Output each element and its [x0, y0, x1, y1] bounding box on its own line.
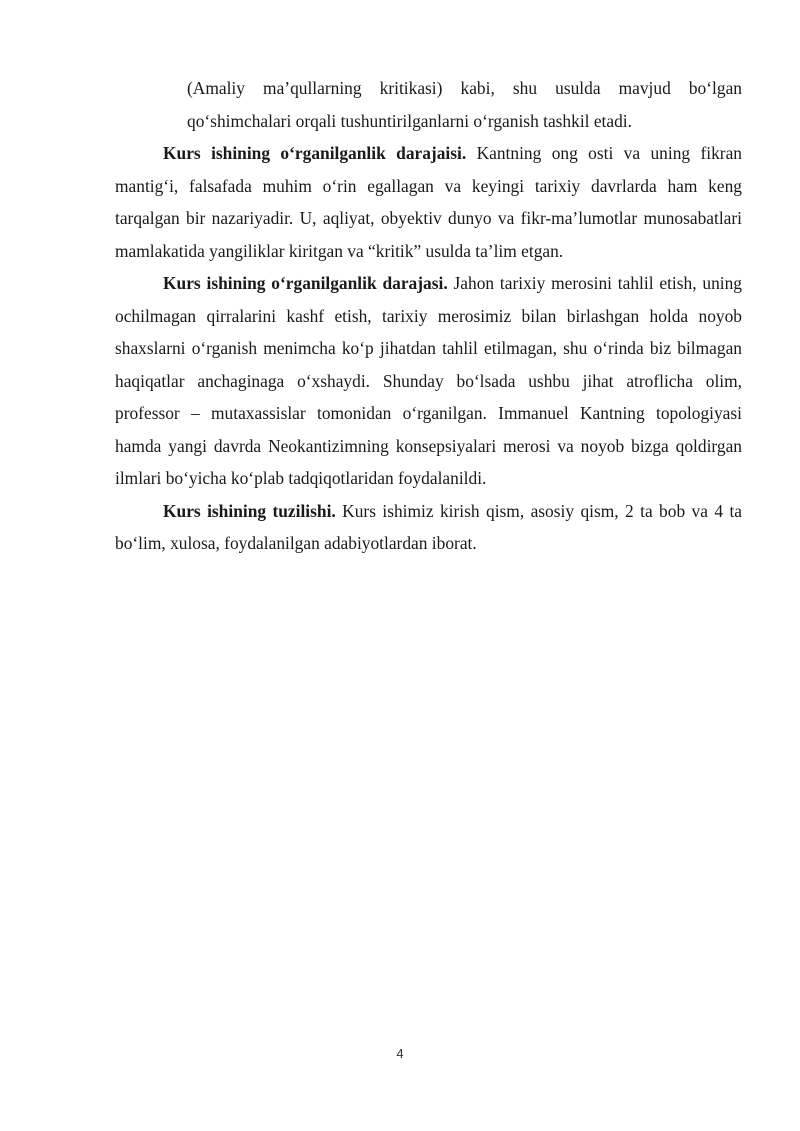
paragraph-study-level-2: [115, 267, 742, 495]
paragraph-heading: Kurs ishining tuzilishi.: [163, 500, 336, 521]
paragraph-heading: Kurs ishining o‘rganilganlik darajaisi.: [163, 143, 467, 163]
paragraph-text: Jahon tarixiy merosini tahlil etish, uning ochilmagan qirralarini kashf etish, tarixiy merosimiz bilan birlashgan holda noyob shaxslarni o‘rganish menimcha ko‘p jihatdan tahlil etilmagan, shu o‘rinda biz bilmagan haqiqatlar anchaginaga o‘xshaydi. Shunday bo‘lsada ushbu jihat atroflicha olim, professor – mutaxassislar tomonidan o‘rganilgan. Immanuel Kantning topologiyasi hamda yangi davrda Neokantizimning konsepsiyalari merosi va noyob bizga qoldirgan ilmlari bo‘yicha ko‘plab tadqiqotlaridan foydalanildi.: [115, 273, 743, 488]
paragraph-text: Kantning ong osti va uning fikran mantig‘i, falsafada muhim o‘rin egallagan va keyingi tarixiy davrlarda ham keng tarqalgan bir nazariyadir. U, aqliyat, obyektiv dunyo va fikr-ma’lumotlar munosabatlari mamlakatida yangiliklar kiritgan va “kritik” usulda ta’lim etgan.: [115, 143, 743, 261]
continuation-paragraph: (Amaliy ma’qullarning kritikasi) kabi, shu usulda mavjud bo‘lgan qo‘shimchalari orqali tushuntirilganlarni o‘rganish tashkil etadi.: [187, 78, 742, 131]
paragraph-heading: Kurs ishining o‘rganilganlik darajasi.: [163, 273, 448, 293]
paragraph-text: Kurs ishimiz kirish qism, asosiy qism, 2 ta bob va 4 ta bo‘lim, xulosa, foydalanilgan adabiyotlardan iborat.: [115, 500, 743, 553]
page-number: 4: [396, 1046, 404, 1061]
paragraph-study-level-1: [115, 137, 742, 267]
page-body: [115, 72, 742, 560]
paragraph-structure: [115, 495, 742, 560]
